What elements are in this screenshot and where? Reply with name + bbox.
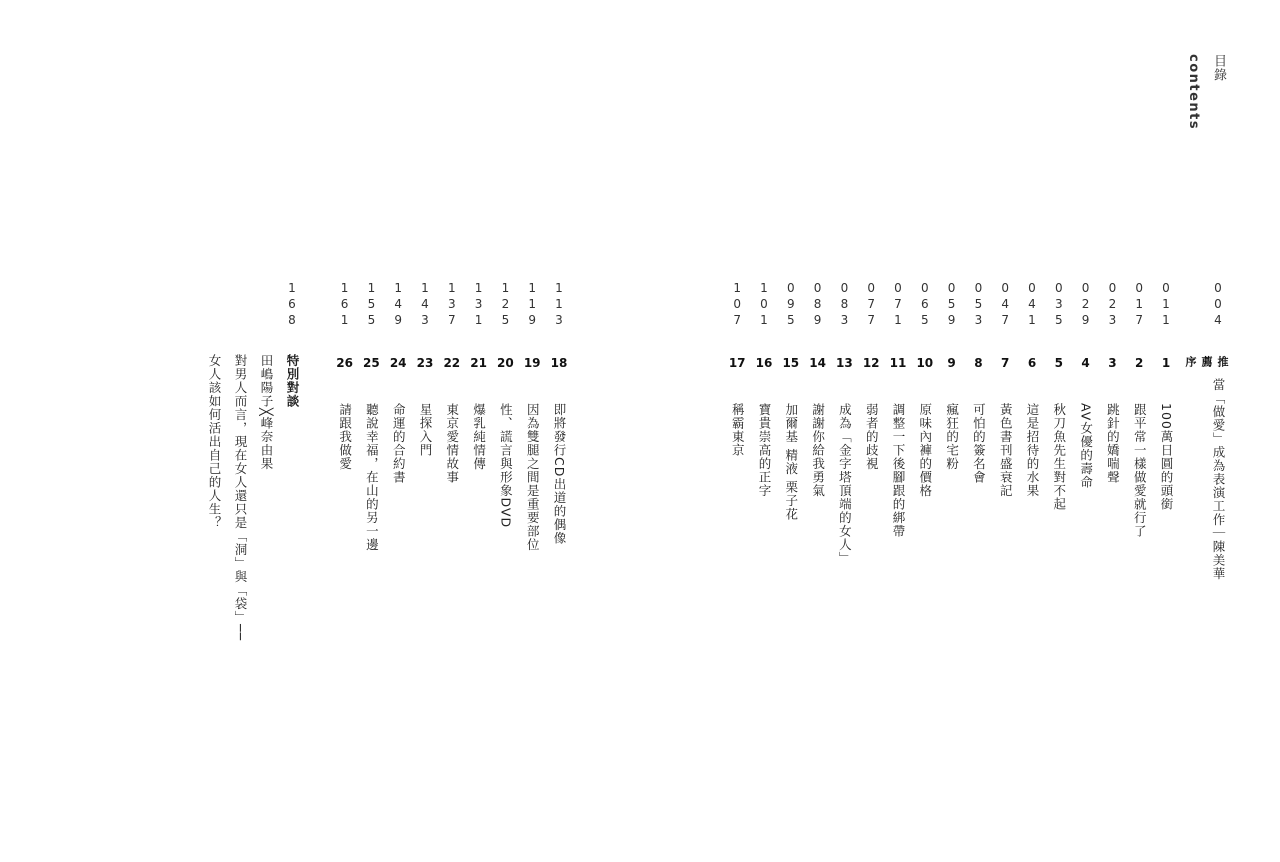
- chapter-number: 21: [470, 356, 487, 370]
- chapter-title: 原味內褲的價格: [917, 403, 933, 498]
- page-number: 149: [391, 281, 406, 329]
- chapter-number: 17: [728, 356, 746, 370]
- chapter-number: 26: [336, 356, 353, 370]
- chapter-title: 稱霸東京: [730, 403, 746, 457]
- chapter-number: 14: [809, 356, 826, 370]
- chapter-number: 4: [1081, 356, 1090, 370]
- page-number: 017: [1132, 281, 1147, 329]
- page-number: 071: [891, 281, 905, 329]
- chapter-title: 跟平常一樣做愛就行了: [1132, 403, 1148, 538]
- chapter-title: 星探入門: [418, 403, 433, 457]
- chapter-title: 黃色書刊盛衰記: [998, 403, 1014, 498]
- chapter-number: 5: [1054, 356, 1063, 370]
- page-number: 161: [337, 281, 352, 329]
- chapter-title: 請跟我做愛: [337, 403, 353, 471]
- page-number: 113: [552, 281, 566, 329]
- page-number: 011: [1159, 281, 1173, 329]
- page-number: 029: [1078, 281, 1093, 329]
- page-number: 125: [498, 281, 513, 329]
- chapter-number: 11: [889, 356, 907, 370]
- chapter-title: 秋刀魚先生對不起: [1051, 403, 1067, 511]
- chapter-title: 爆乳純情傳: [471, 403, 487, 471]
- chapter-number: 12: [862, 356, 880, 370]
- page-number: 143: [418, 281, 432, 329]
- page-number: 168: [285, 281, 299, 329]
- page-number: 077: [864, 281, 879, 329]
- chapter-title: 跳針的嬌喘聲: [1105, 403, 1121, 484]
- chapter-number: 6: [1027, 356, 1037, 370]
- page-number: 155: [364, 281, 379, 329]
- chapter-title: 弱者的歧視: [864, 403, 880, 471]
- chapter-title: 瘋狂的宅粉: [944, 403, 960, 471]
- chapter-number: 7: [1001, 356, 1010, 370]
- special-guests: 田嶋陽子╳峰奈由果: [259, 354, 274, 471]
- chapter-title: AV女優的壽命: [1078, 403, 1094, 489]
- chapter-title: 聽說幸福，在山的另一邊: [364, 403, 380, 552]
- chapter-number: 18: [550, 356, 568, 370]
- chapter-title: 寶貴崇高的正字: [757, 403, 772, 498]
- chapter-number: 15: [782, 356, 800, 370]
- page-number: 035: [1051, 281, 1066, 329]
- chapter-title: 謝謝你給我勇氣: [810, 403, 826, 498]
- contents-heading: 目錄: [1211, 54, 1226, 82]
- chapter-title: 100萬日圓的頭銜: [1159, 403, 1174, 511]
- page-number: 047: [998, 281, 1013, 329]
- chapter-title: 命運的合約書: [391, 403, 407, 484]
- chapter-number: 20: [497, 356, 514, 370]
- chapter-title: 因為雙腿之間是重要部位: [525, 403, 541, 552]
- page-number: 053: [971, 281, 986, 329]
- chapter-title: 這是招待的水果: [1025, 403, 1040, 498]
- chapter-number: 16: [755, 356, 773, 370]
- chapter-title: 可怕的簽名會: [971, 403, 987, 484]
- chapter-title: 成為「金字塔頂端的女人」: [837, 403, 853, 565]
- chapter-title: 東京愛情故事: [444, 403, 460, 484]
- special-line-2: 女人該如何活出自己的人生？: [207, 354, 222, 530]
- page-number: 083: [837, 281, 852, 329]
- chapter-number: 9: [947, 356, 956, 370]
- page-number: 065: [917, 281, 932, 329]
- chapter-number: 8: [974, 356, 983, 370]
- chapter-title: 調整一下後腳跟的綁帶: [891, 403, 906, 538]
- chapter-number: 24: [389, 356, 407, 370]
- page-number: 041: [1025, 281, 1039, 329]
- foreword-title: 當「做愛」成為表演工作｜陳美華: [1211, 378, 1226, 581]
- foreword-label: 推薦序: [1184, 356, 1229, 367]
- chapter-title: 性、謊言與形象DVD: [498, 403, 514, 529]
- page-number: 131: [471, 281, 486, 329]
- chapter-number: 2: [1135, 356, 1144, 370]
- special-label: 特別對談: [285, 354, 300, 408]
- page-number: 101: [757, 281, 771, 329]
- page-number: 089: [810, 281, 825, 329]
- chapter-number: 23: [416, 356, 434, 370]
- chapter-number: 19: [523, 356, 541, 370]
- page-number: 059: [944, 281, 959, 329]
- page-number: 004: [1211, 281, 1225, 329]
- chapter-number: 25: [363, 356, 380, 370]
- special-line-1: 對男人而言，現在女人還只是「洞」與「袋」──: [233, 354, 248, 642]
- chapter-number: 10: [916, 356, 934, 370]
- chapter-number: 3: [1108, 356, 1117, 370]
- chapter-number: 13: [836, 356, 853, 370]
- page-number: 095: [783, 281, 798, 329]
- page-number: 107: [730, 281, 745, 329]
- chapter-title: 即將發行CD出道的偶像: [552, 403, 567, 545]
- chapter-number: 1: [1161, 356, 1171, 370]
- chapter-number: 22: [443, 356, 461, 370]
- page-number: 137: [444, 281, 459, 329]
- contents-subheading: contents: [1186, 54, 1201, 131]
- page-number: 023: [1105, 281, 1120, 329]
- chapter-title: 加爾基 精液 栗子花: [783, 403, 799, 521]
- page-number: 119: [525, 281, 540, 329]
